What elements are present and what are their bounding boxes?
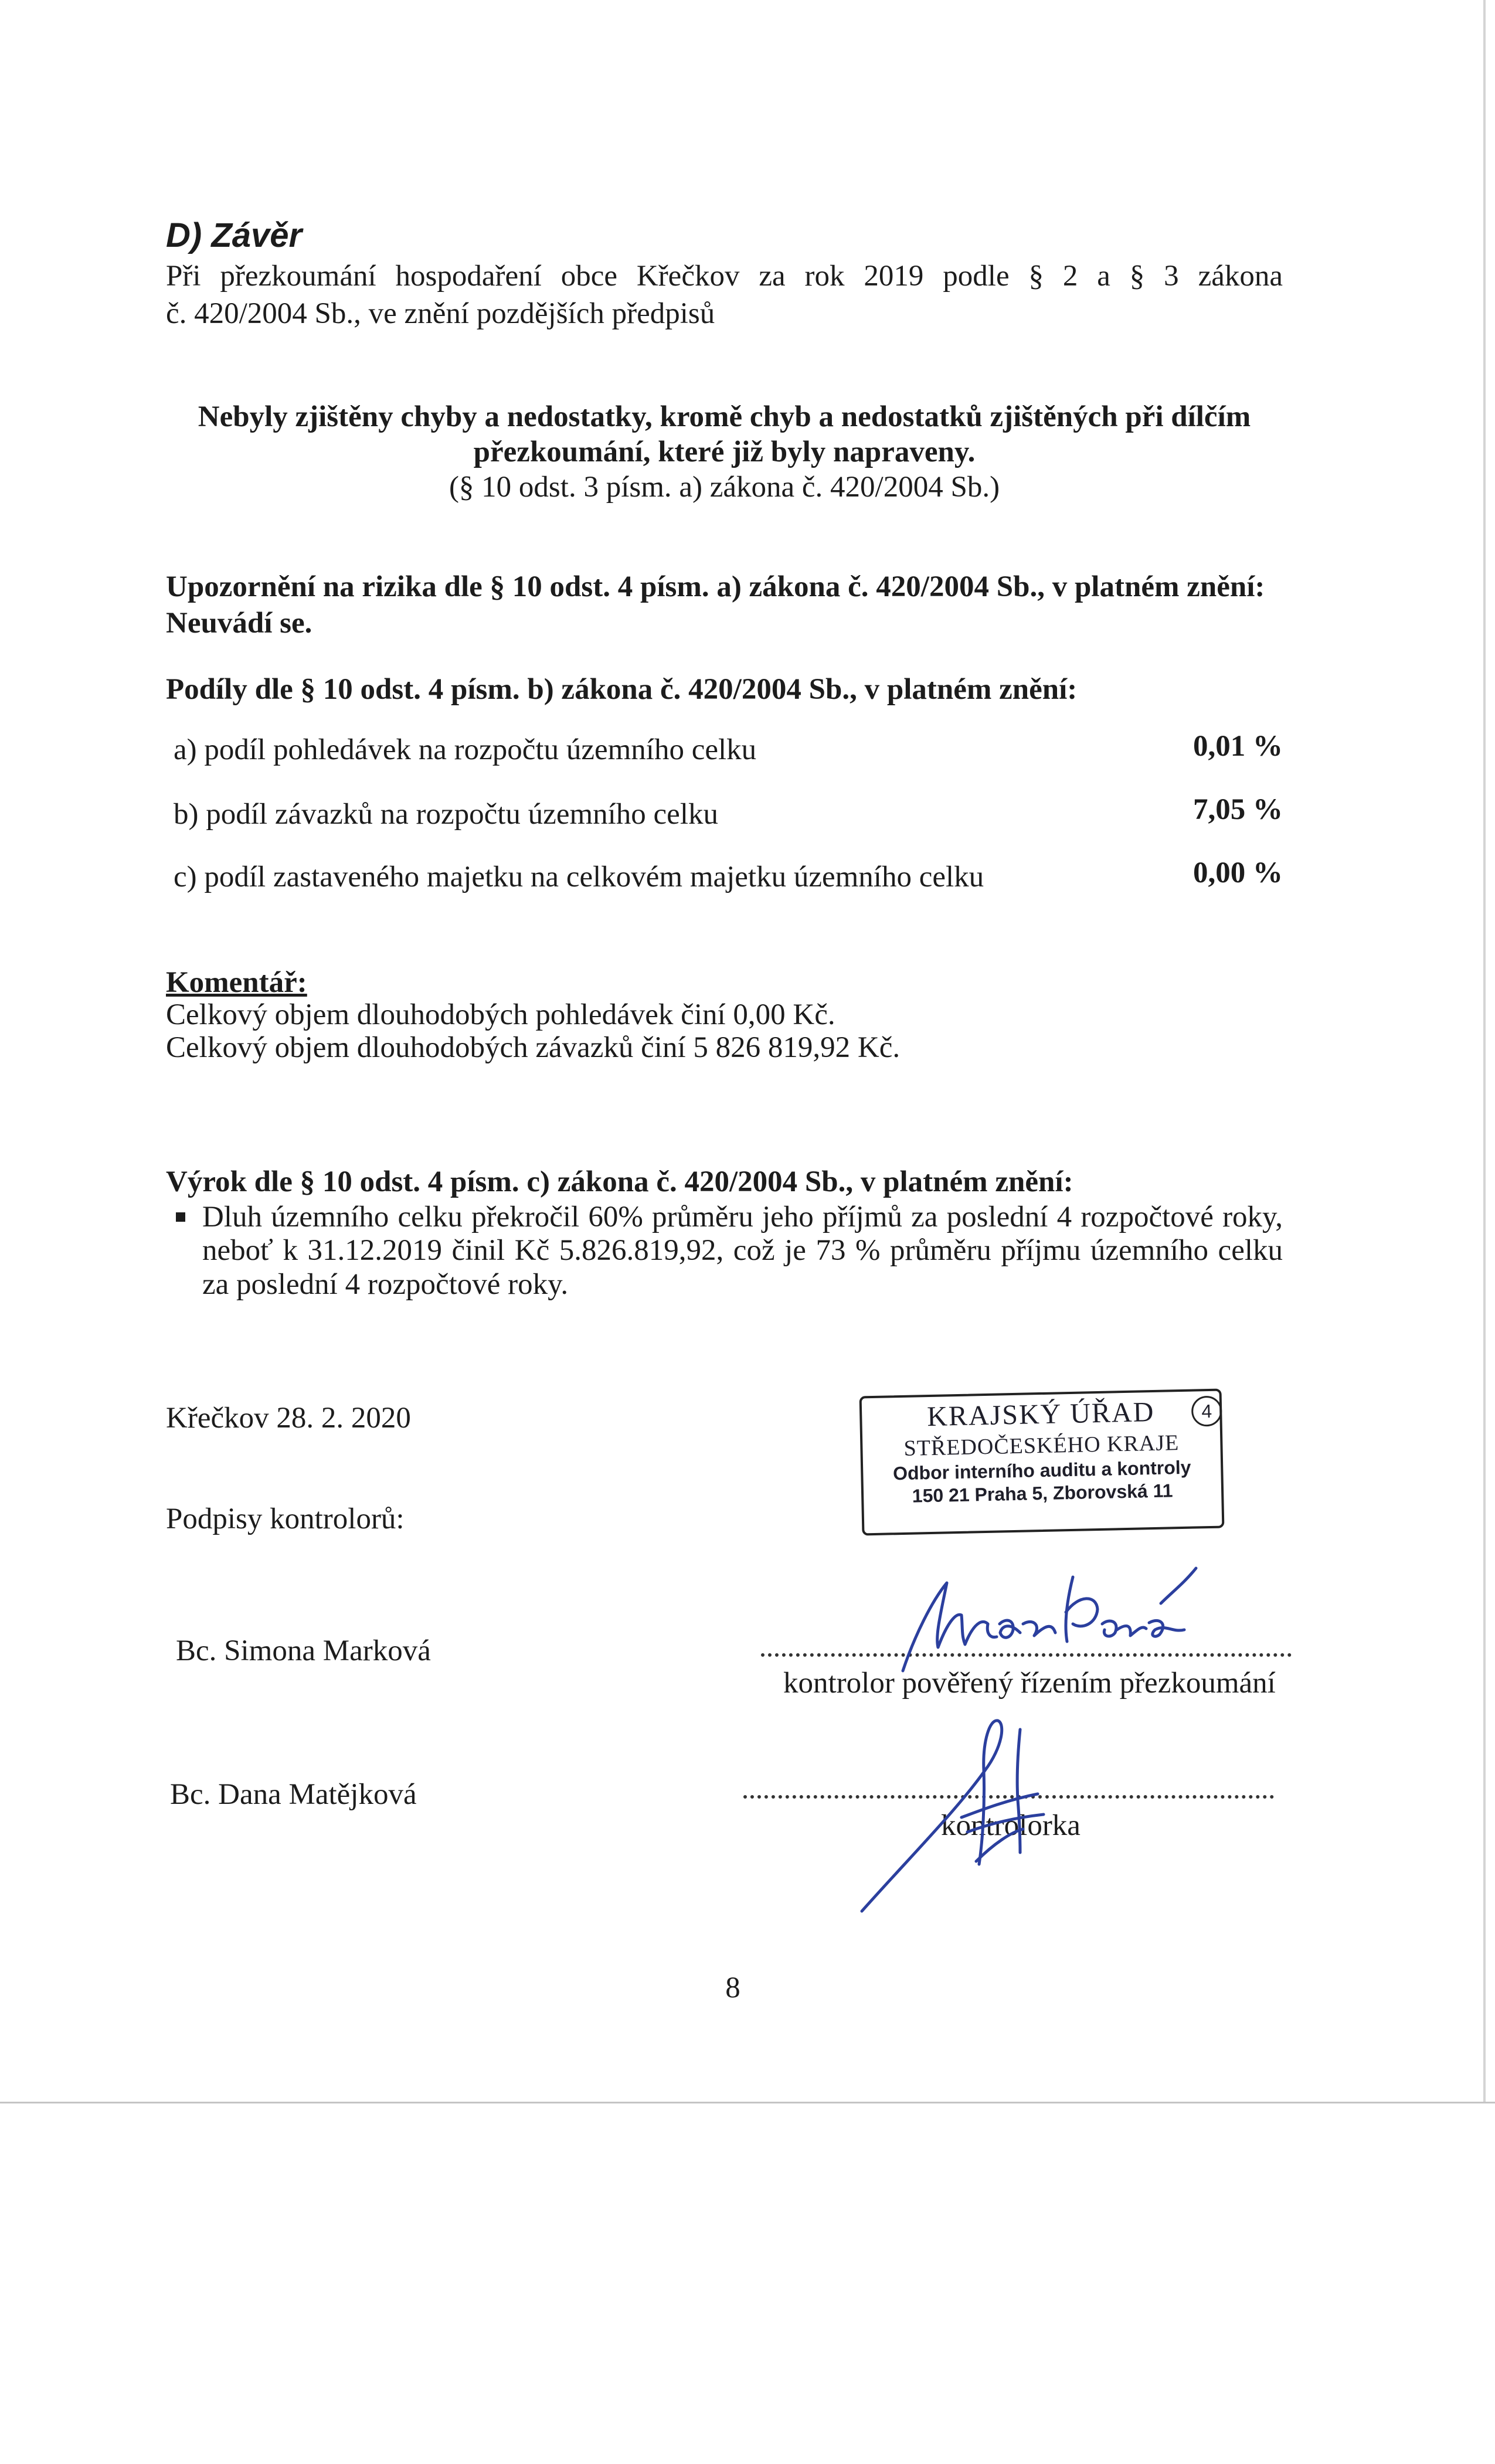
intro-text-line2: č. 420/2004 Sb., ve znění pozdějších předpisů bbox=[166, 297, 715, 330]
shares-title: Podíly dle § 10 odst. 4 písm. b) zákona č. 420/2004 Sb., v platném znění: bbox=[166, 673, 1078, 706]
comment-line2: Celkový objem dlouhodobých závazků činí 5 826 819,92 Kč. bbox=[166, 1031, 901, 1064]
share-row-c-value: 0,00 % bbox=[1193, 857, 1283, 889]
office-stamp bbox=[859, 1389, 1225, 1536]
share-row-a-label: a) podíl pohledávek na rozpočtu územního celku bbox=[174, 733, 757, 766]
stamp-line3: Odbor interního auditu a kontroly bbox=[892, 1456, 1191, 1484]
share-row-b-label: b) podíl závazků na rozpočtu územního celku bbox=[174, 798, 718, 831]
controller-2-name: Bc. Dana Matějková bbox=[170, 1778, 417, 1811]
signature-markova bbox=[879, 1536, 1208, 1677]
intro-text-line1: Při přezkoumání hospodaření obce Křečkov za rok 2019 podle § 2 a § 3 zákona bbox=[166, 260, 1283, 293]
finding-line2: přezkoumání, které již byly napraveny. bbox=[473, 436, 976, 468]
controller-1-role: kontrolor pověřený řízením přezkoumání bbox=[783, 1667, 1276, 1700]
place-date: Křečkov 28. 2. 2020 bbox=[166, 1402, 411, 1435]
statement-line1: Dluh územního celku překročil 60% průměru jeho příjmů za poslední 4 rozpočtové roky, bbox=[202, 1201, 1283, 1233]
stamp-number: 4 bbox=[1191, 1396, 1222, 1427]
stamp-line4: 150 21 Praha 5, Zborovská 11 bbox=[912, 1480, 1173, 1507]
comment-line1: Celkový objem dlouhodobých pohledávek činí 0,00 Kč. bbox=[166, 998, 835, 1031]
bullet-marker bbox=[176, 1212, 185, 1222]
risks-value: Neuvádí se. bbox=[166, 607, 312, 640]
controller-1-name: Bc. Simona Marková bbox=[176, 1634, 431, 1667]
share-row-a-value: 0,01 % bbox=[1193, 730, 1283, 763]
statement-line2: neboť k 31.12.2019 činil Kč 5.826.819,92, což je 73 % průměru příjmu územního celku bbox=[202, 1234, 1283, 1267]
stamp-line1: KRAJSKÝ ÚŘAD bbox=[926, 1396, 1155, 1433]
risks-title: Upozornění na rizika dle § 10 odst. 4 písm. a) zákona č. 420/2004 Sb., v platném znění: bbox=[166, 570, 1265, 603]
statement-line3: za poslední 4 rozpočtové roky. bbox=[202, 1268, 569, 1301]
share-row-b-value: 7,05 % bbox=[1193, 793, 1283, 826]
section-heading: D) Závěr bbox=[166, 216, 303, 254]
finding-reference: (§ 10 odst. 3 písm. a) zákona č. 420/2004 Sb.) bbox=[448, 471, 1000, 504]
share-row-c-label: c) podíl zastaveného majetku na celkovém majetku územního celku bbox=[174, 861, 984, 893]
controller-2-role: kontrolorka bbox=[941, 1809, 1081, 1842]
background-margin bbox=[0, 2102, 1495, 2464]
signatures-label: Podpisy kontrolorů: bbox=[166, 1503, 405, 1535]
signature-matejkova bbox=[844, 1712, 1090, 1923]
statement-title: Výrok dle § 10 odst. 4 písm. c) zákona č. 420/2004 Sb., v platném znění: bbox=[166, 1165, 1073, 1198]
stamp-line2: STŘEDOČESKÉHO KRAJE bbox=[903, 1430, 1180, 1461]
page-number: 8 bbox=[725, 1972, 740, 2004]
finding-line1: Nebyly zjištěny chyby a nedostatky, kromě chyb a nedostatků zjištěných při dílčím bbox=[198, 400, 1251, 433]
comment-title: Komentář: bbox=[166, 966, 307, 999]
